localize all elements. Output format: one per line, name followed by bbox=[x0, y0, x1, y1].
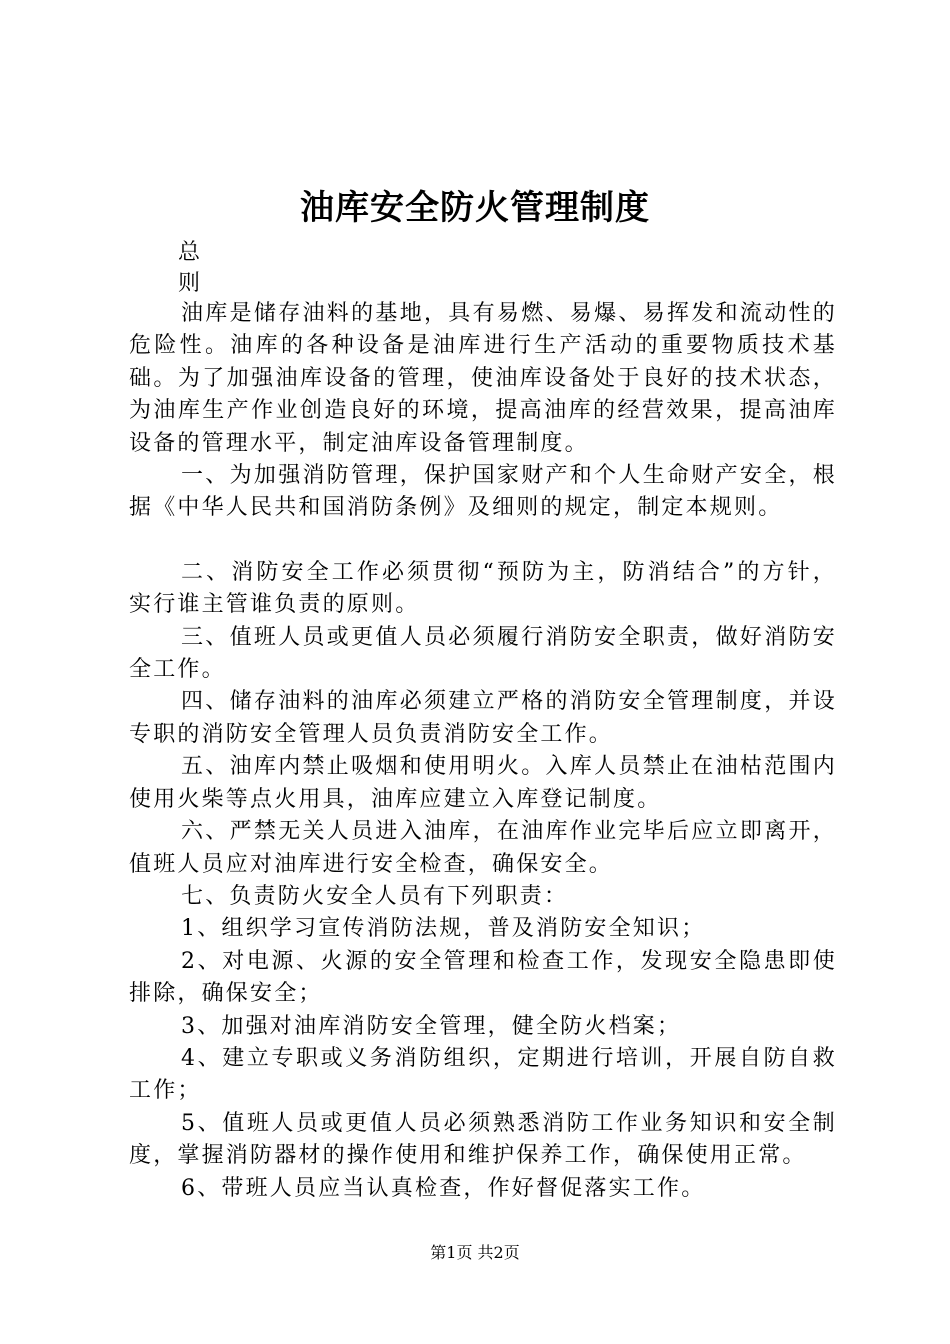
paragraph-item-2: 二、消防安全工作必须贯彻“预防为主，防消结合”的方针，实行谁主管谁负责的原则。 bbox=[129, 559, 837, 618]
section-heading-char-2: 则 bbox=[178, 271, 201, 296]
paragraph-intro: 油库是储存油料的基地，具有易燃、易爆、易挥发和流动性的危险性。油库的各种设备是油库进行生产活动的重要物质技术基础。为了加强油库设备的管理，使油库设备处于良好的技术状态，为油库生产作业创造良好的环境，提高油库的经营效果，提高油库设备的管理水平，制定油库设备管理制度。 bbox=[129, 301, 837, 456]
paragraph-item-3: 三、值班人员或更值人员必须履行消防安全职责，做好消防安全工作。 bbox=[129, 624, 837, 683]
duty-item-5: 5、值班人员或更值人员必须熟悉消防工作业务知识和安全制度，掌握消防器材的操作使用和维护保养工作，确保使用正常。 bbox=[129, 1110, 837, 1169]
document-title: 油库安全防火管理制度 bbox=[300, 188, 650, 228]
page-number-footer: 第1页 共2页 bbox=[430, 1243, 520, 1262]
duty-item-1: 1、组织学习宣传消防法规，普及消防安全知识； bbox=[181, 916, 706, 942]
duty-item-2: 2、对电源、火源的安全管理和检查工作，发现安全隐患即使排除，确保安全； bbox=[129, 948, 837, 1007]
paragraph-item-5: 五、油库内禁止吸烟和使用明火。入库人员禁止在油枯范围内使用火柴等点火用具，油库应建立入库登记制度。 bbox=[129, 754, 837, 812]
duty-item-3: 3、加强对油库消防安全管理，健全防火档案； bbox=[181, 1013, 682, 1039]
document-body bbox=[129, 298, 837, 1205]
paragraph-item-4: 四、储存油料的油库必须建立严格的消防安全管理制度，并设专职的消防安全管理人员负责消防安全工作。 bbox=[129, 689, 837, 747]
paragraph-item-6: 六、严禁无关人员进入油库，在油库作业完毕后应立即离开，值班人员应对油库进行安全检查，确保安全。 bbox=[129, 819, 837, 877]
section-heading-char-1: 总 bbox=[178, 240, 201, 265]
duty-item-4: 4、建立专职或义务消防组织，定期进行培训，开展自防自救工作； bbox=[129, 1045, 837, 1104]
duty-item-6: 6、带班人员应当认真检查，作好督促落实工作。 bbox=[181, 1175, 706, 1201]
paragraph-item-1: 一、为加强消防管理，保护国家财产和个人生命财产安全，根据《中华人民共和国消防条例》及细则的规定，制定本规则。 bbox=[129, 463, 837, 521]
paragraph-item-7: 七、负责防火安全人员有下列职责： bbox=[181, 883, 569, 909]
